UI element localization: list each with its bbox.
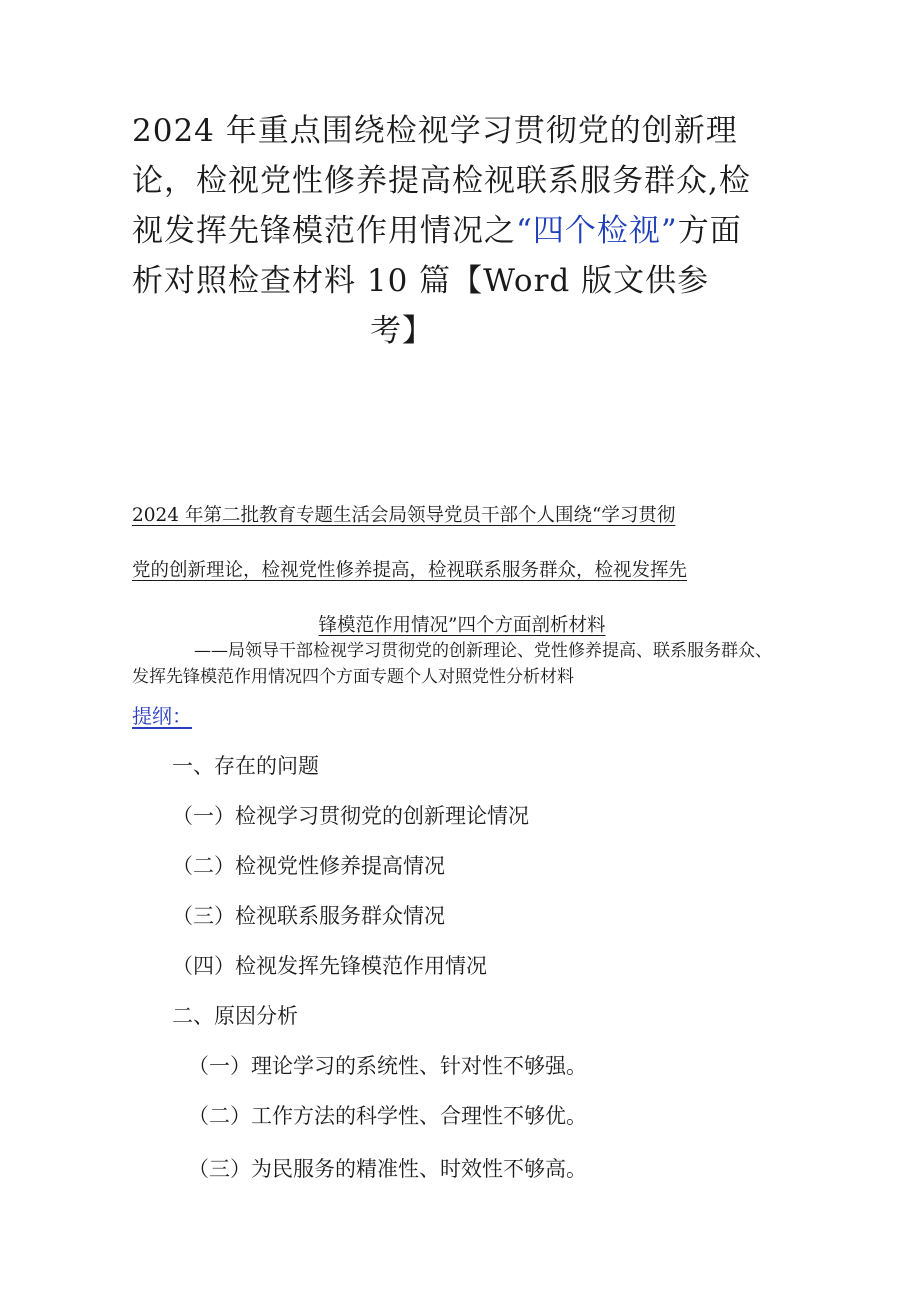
lead-line-2: 发挥先锋模范作用情况四个方面专题个人对照党性分析材料 <box>132 667 574 687</box>
outline-item: （二）工作方法的科学性、合理性不够优。 <box>188 1104 587 1128</box>
lead-line-1: ——局领导干部检视学习贯彻党的创新理论、党性修养提高、联系服务群众、 <box>194 641 772 661</box>
outline-item: （三）为民服务的精准性、时效性不够高。 <box>188 1157 587 1181</box>
title-line-3-pre: 视发挥先锋模范作用情况之 <box>132 213 516 249</box>
outline-heading-causes: 二、原因分析 <box>172 1004 298 1028</box>
title-line-1: 2024 年重点围绕检视学习贯彻党的创新理 <box>132 113 738 149</box>
title-line-3-post: 方面 <box>677 213 742 249</box>
title-line-2: 论，检视党性修养提高检视联系服务群众,检 <box>132 163 751 199</box>
document-title <box>132 106 832 356</box>
title-highlight: “四个检视” <box>516 213 678 249</box>
outline-item: （二）检视党性修养提高情况 <box>172 854 445 878</box>
outline-item: （四）检视发挥先锋模范作用情况 <box>172 954 487 978</box>
lead-paragraph <box>132 638 812 690</box>
subtitle-block <box>132 500 772 641</box>
outline-item: （三）检视联系服务群众情况 <box>172 904 445 928</box>
outline-heading-problems: 一、存在的问题 <box>172 754 319 778</box>
title-line-3 <box>132 206 832 256</box>
title-line-5: 考】 <box>370 313 434 349</box>
title-line-4: 析对照检查材料 10 篇【Word 版文供参 <box>132 263 710 299</box>
subtitle-line-2: 党的创新理论，检视党性修养提高，检视联系服务群众，检视发挥先 <box>132 560 688 581</box>
outline-item: （一）理论学习的系统性、针对性不够强。 <box>188 1054 587 1078</box>
subtitle-line-3: 锋模范作用情况”四个方面剖析材料 <box>318 615 606 636</box>
subtitle-line-1: 2024 年第二批教育专题生活会局领导党员干部个人围绕“学习贯彻 <box>132 505 676 526</box>
outline-item: （一）检视学习贯彻党的创新理论情况 <box>172 804 529 828</box>
outline-link[interactable]: 提纲： <box>132 704 192 728</box>
